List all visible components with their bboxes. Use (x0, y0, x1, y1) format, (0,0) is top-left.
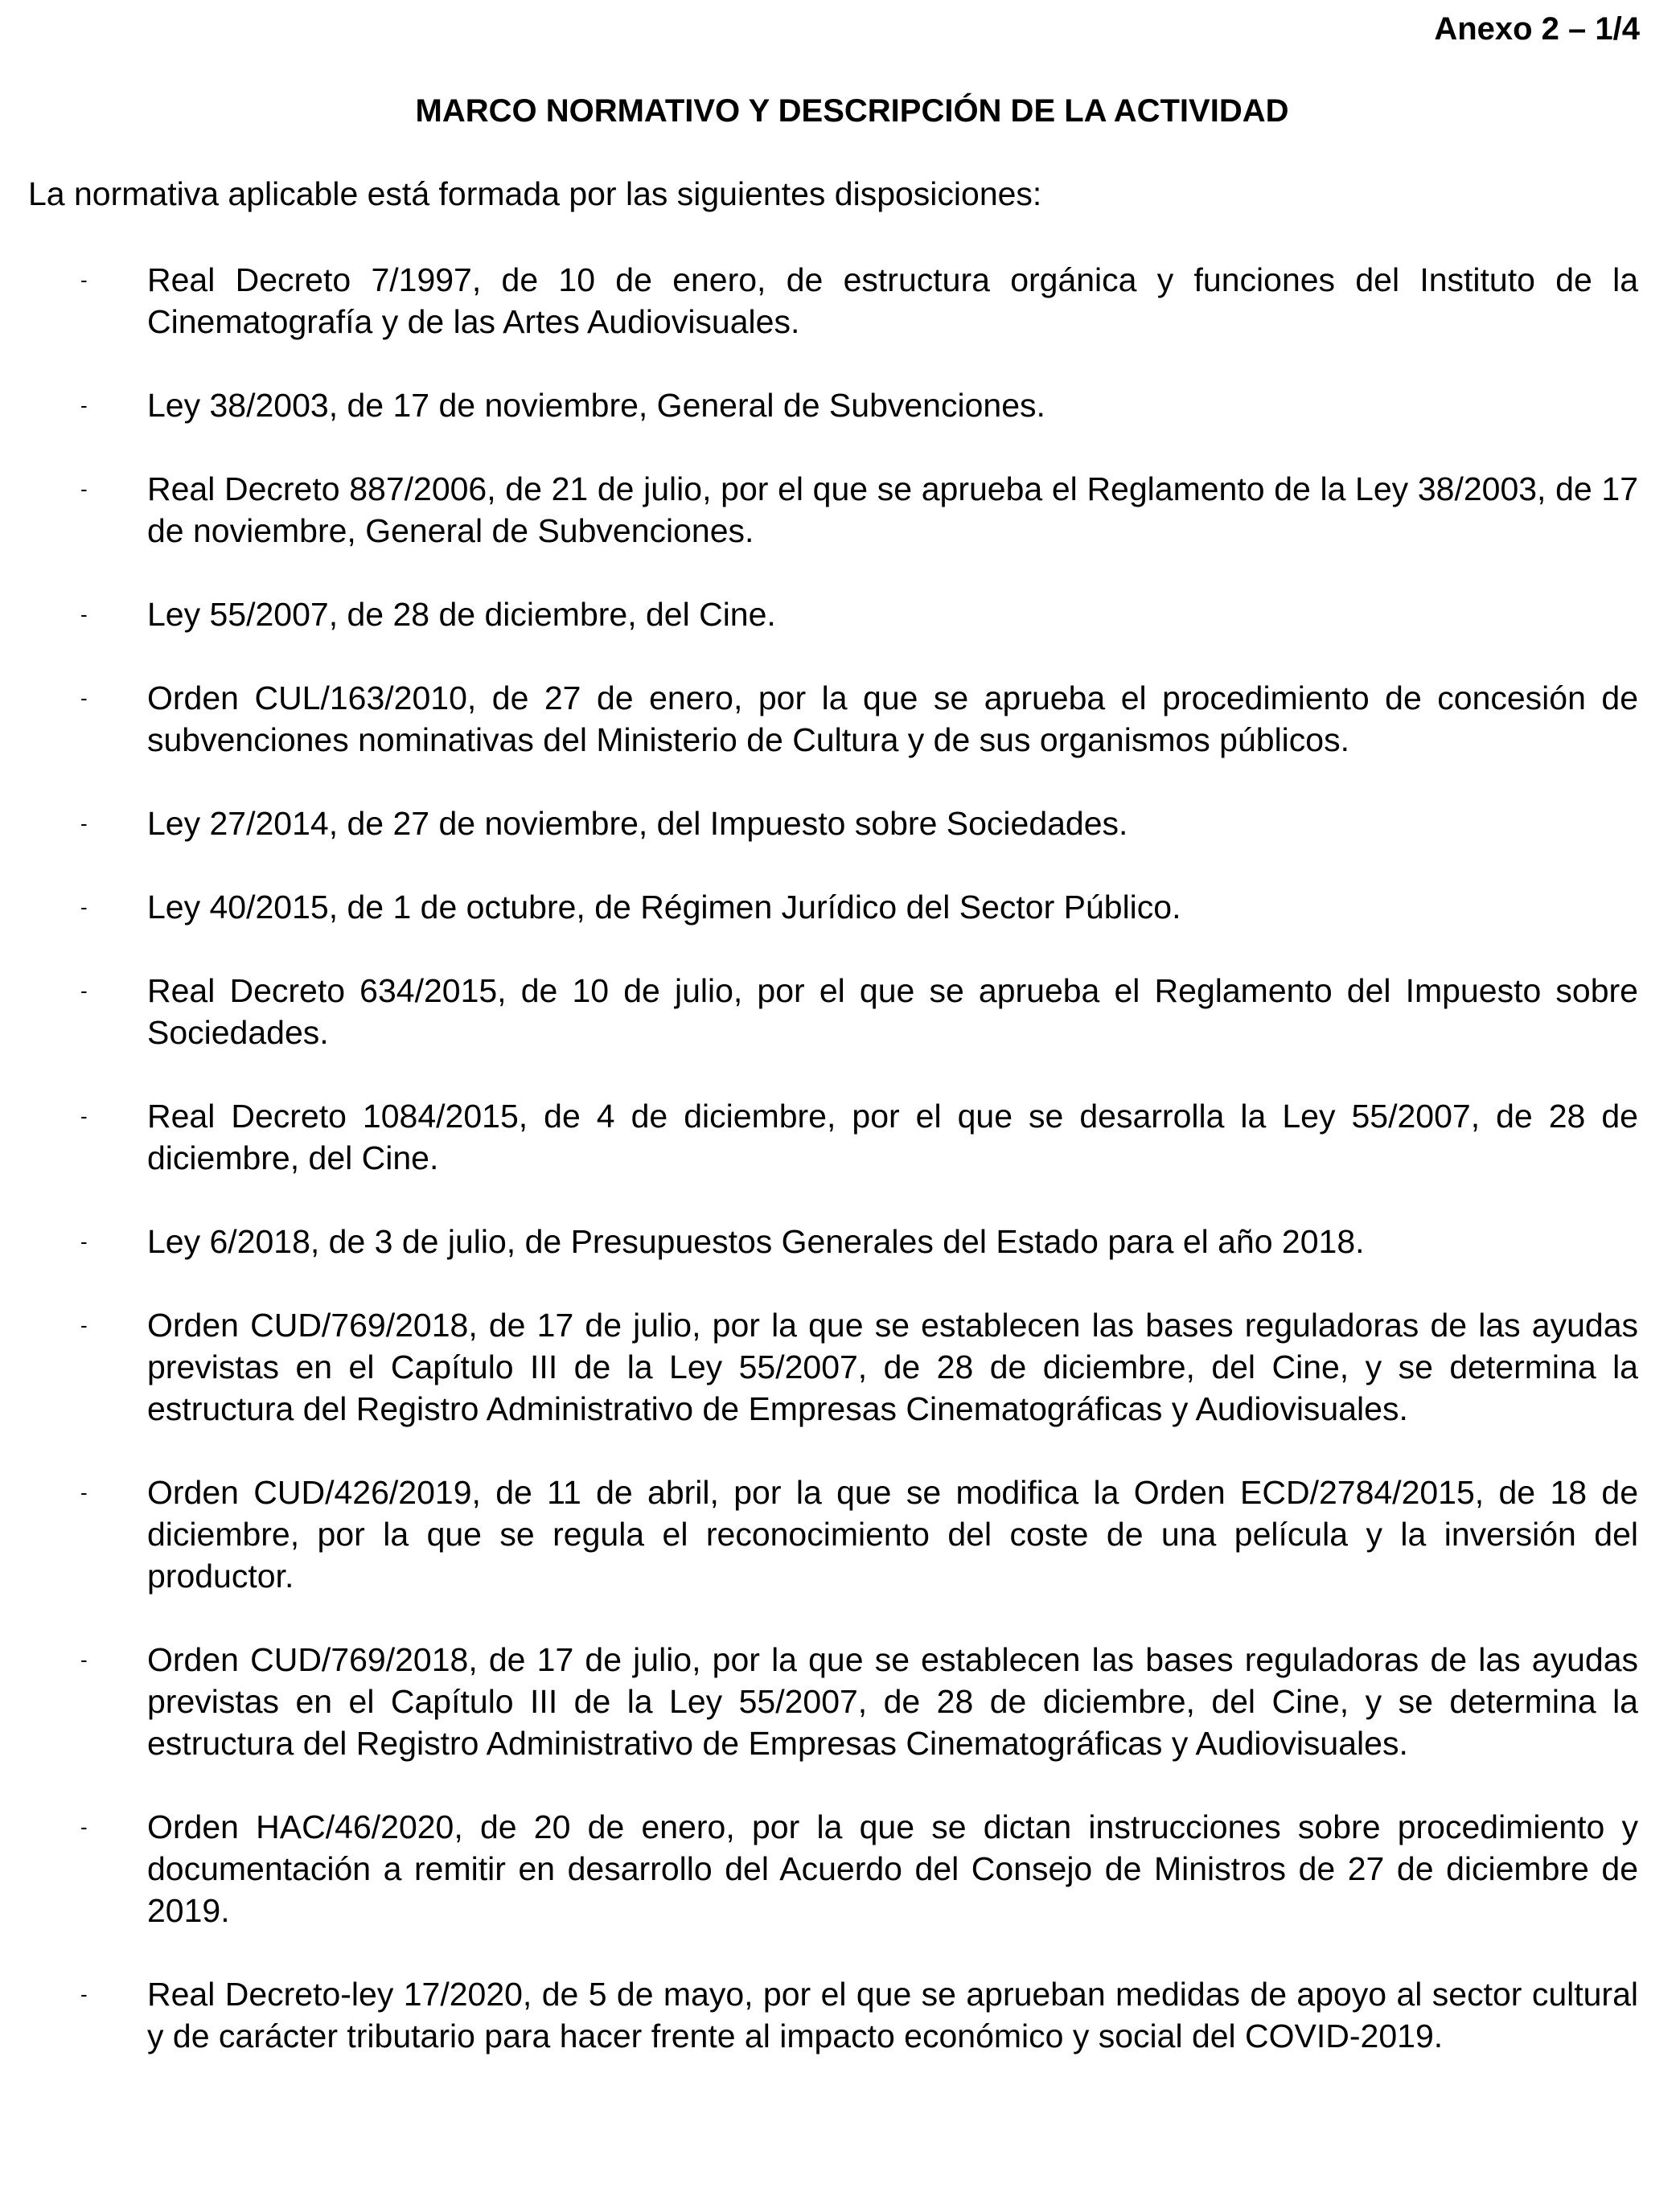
bullet-dash: - (80, 1648, 88, 1672)
document-title: MARCO NORMATIVO Y DESCRIPCIÓN DE LA ACTIVIDAD (415, 93, 1289, 129)
regulation-item (0, 886, 1638, 928)
bullet-dash: - (80, 477, 88, 501)
regulation-item (0, 1973, 1638, 2057)
regulation-item (0, 468, 1638, 552)
bullet-dash: - (80, 393, 88, 417)
bullet-dash: - (80, 1104, 88, 1128)
regulation-text: Ley 27/2014, de 27 de noviembre, del Impuesto sobre Sociedades. (147, 805, 1128, 842)
regulation-text: Ley 55/2007, de 28 de diciembre, del Cine. (147, 596, 776, 633)
regulation-text: Orden CUD/769/2018, de 17 de julio, por la que se establecen las bases reguladoras de las ayudas previstas en el Capítulo III de la Ley 55/2007, de 28 de diciembre, del Cine, y se determina la estructura del Registro Administrativo de Empresas Cinematográficas y Audiovisuales. (147, 1307, 1638, 1427)
bullet-dash: - (80, 1313, 88, 1337)
bullet-dash: - (80, 811, 88, 835)
regulation-text: Real Decreto 634/2015, de 10 de julio, por el que se aprueba el Reglamento del Impuesto sobre Sociedades. (147, 972, 1638, 1051)
bullet-dash: - (80, 268, 88, 292)
regulation-text: Real Decreto 1084/2015, de 4 de diciembre, por el que se desarrolla la Ley 55/2007, de 28 de diciembre, del Cine. (147, 1098, 1638, 1176)
regulation-item (0, 1639, 1638, 1764)
annex-page-label: Anexo 2 – 1/4 (1434, 11, 1640, 47)
bullet-dash: - (80, 686, 88, 710)
regulation-item (0, 1304, 1638, 1430)
bullet-dash: - (80, 979, 88, 1003)
regulation-item (0, 384, 1638, 426)
regulation-item (0, 259, 1638, 343)
bullet-dash: - (80, 1229, 88, 1254)
regulation-text: Orden CUD/769/2018, de 17 de julio, por la que se establecen las bases reguladoras de las ayudas previstas en el Capítulo III de la Ley 55/2007, de 28 de diciembre, del Cine, y se determina la estructura del Registro Administrativo de Empresas Cinematográficas y Audiovisuales. (147, 1641, 1638, 1762)
regulation-text: Orden CUD/426/2019, de 11 de abril, por la que se modifica la Orden ECD/2784/2015, de 18 de diciembre, por la que se regula el reconocimiento del coste de una película y la inversión del productor. (147, 1474, 1638, 1595)
bullet-dash: - (80, 602, 88, 626)
regulation-text: Real Decreto 887/2006, de 21 de julio, por el que se aprueba el Reglamento de la Ley 38/2003, de 17 de noviembre, General de Subvenciones. (147, 470, 1638, 549)
regulation-text: Ley 38/2003, de 17 de noviembre, General de Subvenciones. (147, 387, 1045, 424)
regulation-item (0, 970, 1638, 1053)
regulation-text: Real Decreto-ley 17/2020, de 5 de mayo, por el que se aprueban medidas de apoyo al sector cultural y de carácter tributario para hacer frente al impacto económico y social del COVID-2019. (147, 1976, 1638, 2054)
intro-paragraph: La normativa aplicable está formada por las siguientes disposiciones: (28, 175, 1042, 212)
regulation-item (0, 1806, 1638, 1931)
regulation-text: Ley 40/2015, de 1 de octubre, de Régimen Jurídico del Sector Público. (147, 889, 1181, 926)
regulation-item (0, 1221, 1638, 1262)
regulation-item (0, 593, 1638, 635)
bullet-dash: - (80, 895, 88, 919)
regulation-text: Orden CUL/163/2010, de 27 de enero, por la que se aprueba el procedimiento de concesión de subvenciones nominativas del Ministerio de Cultura y de sus organismos públicos. (147, 679, 1638, 758)
bullet-dash: - (80, 1982, 88, 2006)
regulation-text: Ley 6/2018, de 3 de julio, de Presupuestos Generales del Estado para el año 2018. (147, 1223, 1365, 1260)
regulations-list (0, 259, 1680, 2099)
bullet-dash: - (80, 1815, 88, 1839)
regulation-item (0, 1095, 1638, 1179)
bullet-dash: - (80, 1480, 88, 1504)
regulation-text: Orden HAC/46/2020, de 20 de enero, por la que se dictan instrucciones sobre procedimiento y documentación a remitir en desarrollo del Acuerdo del Consejo de Ministros de 27 de diciembre de 2019. (147, 1808, 1638, 1929)
regulation-item (0, 677, 1638, 761)
regulation-item (0, 802, 1638, 844)
regulation-text: Real Decreto 7/1997, de 10 de enero, de estructura orgánica y funciones del Instituto de la Cinematografía y de las Artes Audiovisuales. (147, 261, 1638, 340)
regulation-item (0, 1472, 1638, 1597)
